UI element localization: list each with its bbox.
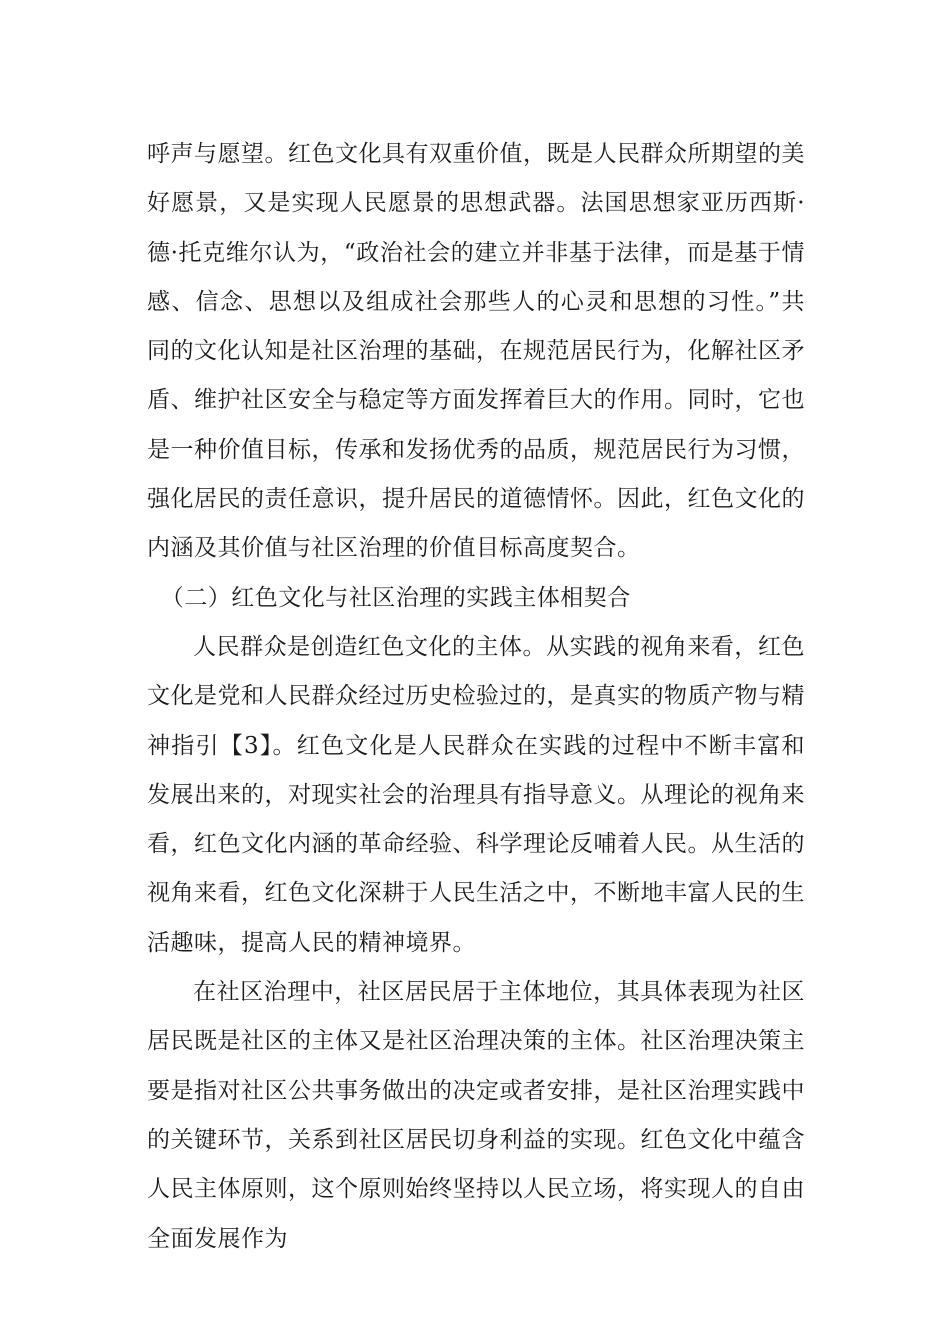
section-heading: （二）红色文化与社区治理的实践主体相契合 (160, 584, 631, 611)
paragraph-continuation: 呼声与愿望。红色文化具有双重价值，既是人民群众所期望的美好愿景，又是实现人民愿景的思想武器。法国思想家亚历西斯·德·托克维尔认为，“政治社会的建立并非基于法律，而是基于情感、信念、思想以及组成社会那些人的心灵和思想的习性。”共同的文化认知是社区治理的基础，在规范居民行为，化解社区矛盾、维护社区安全与稳定等方面发挥着巨大的作用。同时，它也是一种价值目标，传承和发扬优秀的品质，规范居民行为习惯，强化居民的责任意识，提升居民的道德情怀。因此，红色文化的内涵及其价值与社区治理的价值目标高度契合。 (147, 141, 805, 562)
document-body (147, 130, 805, 1264)
paragraph-people-subject: 人民群众是创造红色文化的主体。从实践的视角来看，红色文化是党和人民群众经过历史检验过的，是真实的物质产物与精神指引【3】。红色文化是人民群众在实践的过程中不断丰富和发展出来的，对现实社会的治理具有指导意义。从理论的视角来看，红色文化内涵的革命经验、科学理论反哺着人民。从生活的视角来看，红色文化深耕于人民生活之中，不断地丰富人民的生活趣味，提高人民的精神境界。 (147, 633, 805, 956)
paragraph-community-residents: 在社区治理中，社区居民居于主体地位，其具体表现为社区居民既是社区的主体又是社区治理决策的主体。社区治理决策主要是指对社区公共事务做出的决定或者安排，是社区治理实践中的关键环节，关系到社区居民切身利益的实现。红色文化中蕴含人民主体原则，这个原则始终坚持以人民立场，将实现人的自由全面发展作为 (147, 979, 805, 1252)
